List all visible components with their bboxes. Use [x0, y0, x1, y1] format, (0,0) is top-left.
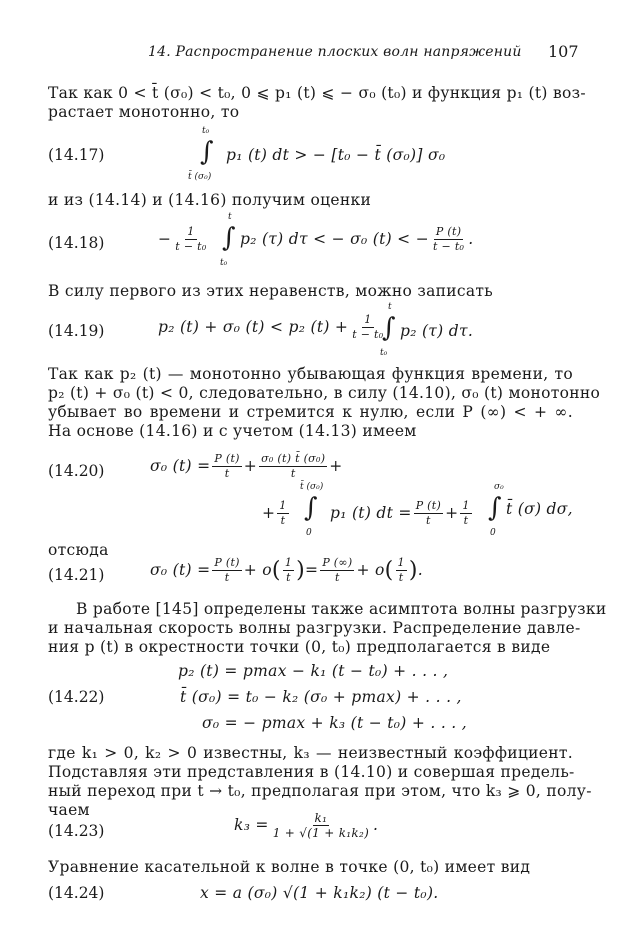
- integral-14-20-second: [486, 482, 508, 542]
- paragraph-1-line-2: растает монотонно, то: [48, 103, 240, 121]
- fraction-k1-over-root: [271, 812, 371, 839]
- paragraph-4-line-1: Так как p₂ (t) — монотонно убывающая функция времени, то: [48, 365, 573, 383]
- fraction-P-inf-over-t: [320, 557, 354, 584]
- equation-14-20-tail: t̄ (σ) dσ,: [506, 500, 573, 518]
- integral-14-17: [186, 126, 226, 186]
- paragraph-7-line-1: где k₁ > 0, k₂ > 0 известны, k₃ — неизвестный коэффициент.: [48, 744, 573, 762]
- equation-14-20-lhs: σ₀ (t) =: [150, 457, 211, 475]
- fraction-denominator: t: [398, 571, 404, 584]
- running-header: 14. Распространение плоских волн напряжений: [148, 44, 522, 60]
- equation-label-14-24: (14.24): [48, 884, 105, 902]
- integral-sign: ∫: [382, 313, 396, 343]
- fraction-denominator: 1 + √(1 + k₁k₂): [272, 826, 370, 840]
- equation-14-24-body: x = a (σ₀) √(1 + k₁k₂) (t − t₀).: [200, 884, 439, 902]
- equation-14-20-line-2-start: [262, 500, 291, 527]
- plus-sign: +: [445, 504, 459, 522]
- paragraph-1-line-1: Так как 0 < t̄ (σ₀) < t₀, 0 ⩽ p₁ (t) ⩽ − σ₀ (t₀) и функция p₁ (t) воз-: [48, 84, 586, 102]
- equation-label-14-21: (14.21): [48, 566, 105, 584]
- equals-sign: =: [305, 561, 319, 579]
- paragraph-6-line-3: ния p (t) в окрестности точки (0, t₀) предполагается в виде: [48, 638, 551, 656]
- equation-14-23: [234, 812, 378, 839]
- equation-14-18-middle: p₂ (τ) dτ < − σ₀ (t) < −: [240, 230, 429, 248]
- equation-14-19: [158, 314, 387, 341]
- plus-sign: +: [329, 457, 343, 475]
- integral-14-19: [378, 302, 400, 362]
- minus-sign: −: [158, 230, 172, 248]
- equation-label-14-18: (14.18): [48, 234, 105, 252]
- equation-14-20-middle: p₁ (t) dt =: [330, 504, 412, 522]
- fraction-P-over-t: [212, 557, 241, 584]
- equation-label-14-19: (14.19): [48, 322, 105, 340]
- paragraph-3: В силу первого из этих неравенств, можно записать: [48, 282, 494, 300]
- integral-upper-limit: t̄ (σ₀): [300, 482, 324, 492]
- fraction-sigma-tbar-over-t: [259, 453, 327, 480]
- fraction-1-over-t: [460, 500, 471, 527]
- equation-14-17-body: p₁ (t) dt > − [t₀ − t̄ (σ₀)] σ₀: [226, 146, 446, 164]
- paragraph-7-line-2: Подставляя эти представления в (14.10) и совершая предель-: [48, 763, 575, 781]
- integral-lower-limit: t̄ (σ₀): [188, 172, 212, 182]
- fraction-numerator: 1: [462, 499, 470, 512]
- fraction-numerator: P (t): [214, 556, 240, 569]
- paragraph-8: Уравнение касательной к волне в точке (0, t₀) имеет вид: [48, 858, 531, 876]
- fraction-denominator: t: [224, 467, 230, 480]
- fraction-numerator: 1: [284, 556, 293, 569]
- fraction-numerator: 1: [279, 499, 287, 512]
- fraction-1-over-t: [396, 557, 407, 584]
- equation-14-19-tail: p₂ (τ) dτ.: [400, 322, 474, 340]
- integral-lower-limit: t₀: [380, 348, 388, 358]
- integral-sign: ∫: [200, 137, 214, 167]
- paragraph-7-line-3: ный переход при t → t₀, предполагая при этом, что k₃ ⩾ 0, полу-: [48, 782, 592, 800]
- integral-upper-limit: σ₀: [494, 482, 504, 492]
- integral-lower-limit: 0: [490, 528, 496, 538]
- equation-14-18-tail: .: [468, 230, 474, 248]
- fraction-1-over-t: [277, 500, 288, 527]
- fraction-denominator: t − t₀: [175, 240, 207, 253]
- integral-sign: ∫: [304, 493, 318, 523]
- fraction-denominator: t: [286, 571, 291, 584]
- fraction-denominator: t: [224, 571, 230, 584]
- integral-lower-limit: t₀: [220, 258, 228, 268]
- equation-14-22-row-2: t̄ (σ₀) = t₀ − k₂ (σ₀ + pmax) + . . . ,: [180, 688, 462, 706]
- equation-14-23-lhs: k₃ =: [234, 816, 269, 834]
- fraction-numerator: P (∞): [322, 556, 353, 569]
- equation-14-22-row-1: p₂ (t) = pmax − k₁ (t − t₀) + . . . ,: [178, 662, 449, 680]
- page-number: 107: [548, 42, 579, 61]
- paragraph-5: отсюда: [48, 541, 109, 559]
- fraction-denominator: t: [335, 571, 340, 584]
- plus-sign: +: [243, 457, 258, 475]
- fraction-numerator: σ₀ (t) t̄ (σ₀): [261, 452, 326, 465]
- fraction-numerator: 1: [397, 556, 405, 569]
- paragraph-4-line-2: p₂ (t) + σ₀ (t) < 0, следовательно, в силу (14.10), σ₀ (t) монотонно: [48, 384, 601, 402]
- fraction-denominator: t: [463, 514, 469, 527]
- fraction-1-over-t-minus-t0: [173, 226, 208, 253]
- equation-14-20-line-1: [150, 453, 343, 480]
- fraction-P-over-t-minus-t0: [431, 226, 466, 253]
- integral-upper-limit: t: [228, 212, 232, 222]
- little-o: + o: [243, 561, 272, 579]
- equation-14-20-line-2-middle: [330, 500, 474, 527]
- equation-14-19-left: p₂ (t) + σ₀ (t) < p₂ (t) +: [158, 318, 349, 336]
- integral-upper-limit: t: [388, 302, 392, 312]
- fraction-P-over-t: [212, 453, 241, 480]
- integral-sign: ∫: [222, 223, 236, 253]
- equation-14-21-tail: .: [417, 561, 423, 579]
- fraction-1-over-t: [283, 557, 294, 584]
- equation-14-21-lhs: σ₀ (t) =: [150, 561, 211, 579]
- paragraph-2: и из (14.14) и (14.16) получим оценки: [48, 191, 372, 209]
- paragraph-4-line-3: убывает во времени и стремится к нулю, если P (∞) < + ∞.: [48, 403, 573, 421]
- fraction-denominator: t: [280, 514, 286, 527]
- close-paren: ): [408, 558, 418, 583]
- equation-14-22-row-3: σ₀ = − pmax + k₃ (t − t₀) + . . . ,: [202, 714, 467, 732]
- equation-14-23-tail: .: [373, 816, 379, 834]
- equation-label-14-23: (14.23): [48, 822, 105, 840]
- paragraph-4-line-4: На основе (14.16) и с учетом (14.13) имеем: [48, 422, 417, 440]
- paragraph-6-line-2: и начальная скорость волны разгрузки. Распределение давле-: [48, 619, 581, 637]
- fraction-numerator: P (t): [214, 452, 240, 465]
- fraction-denominator: t: [426, 514, 431, 527]
- equation-14-18-rest: [240, 226, 473, 253]
- equation-14-18: [158, 226, 211, 253]
- fraction-numerator: 1: [364, 313, 372, 326]
- fraction-denominator: t − t₀: [432, 240, 465, 253]
- fraction-numerator: P (t): [415, 499, 442, 512]
- close-paren: ): [296, 558, 306, 583]
- fraction-denominator: t: [290, 467, 296, 480]
- equation-label-14-17: (14.17): [48, 146, 105, 164]
- integral-sign: ∫: [488, 493, 502, 523]
- integral-14-18: [218, 212, 240, 272]
- fraction-P-over-t: [414, 500, 443, 527]
- equation-label-14-22: (14.22): [48, 688, 105, 706]
- open-paren: (: [271, 558, 281, 583]
- plus-sign: +: [262, 504, 276, 522]
- fraction-numerator: P (t): [435, 225, 462, 238]
- fraction-numerator: k₁: [314, 811, 328, 825]
- equation-14-21: [150, 557, 423, 584]
- integral-upper-limit: t₀: [202, 126, 210, 136]
- fraction-numerator: 1: [187, 225, 195, 238]
- little-o: + o: [356, 561, 385, 579]
- integral-lower-limit: 0: [306, 528, 312, 538]
- paragraph-6-line-1: В работе [145] определены также асимптота волны разгрузки: [76, 600, 607, 618]
- integral-14-20-first: [298, 482, 332, 542]
- paragraph-7-line-4: чаем: [48, 801, 90, 819]
- equation-label-14-20: (14.20): [48, 462, 105, 480]
- fraction-denominator: t − t₀: [352, 328, 384, 341]
- open-paren: (: [384, 558, 394, 583]
